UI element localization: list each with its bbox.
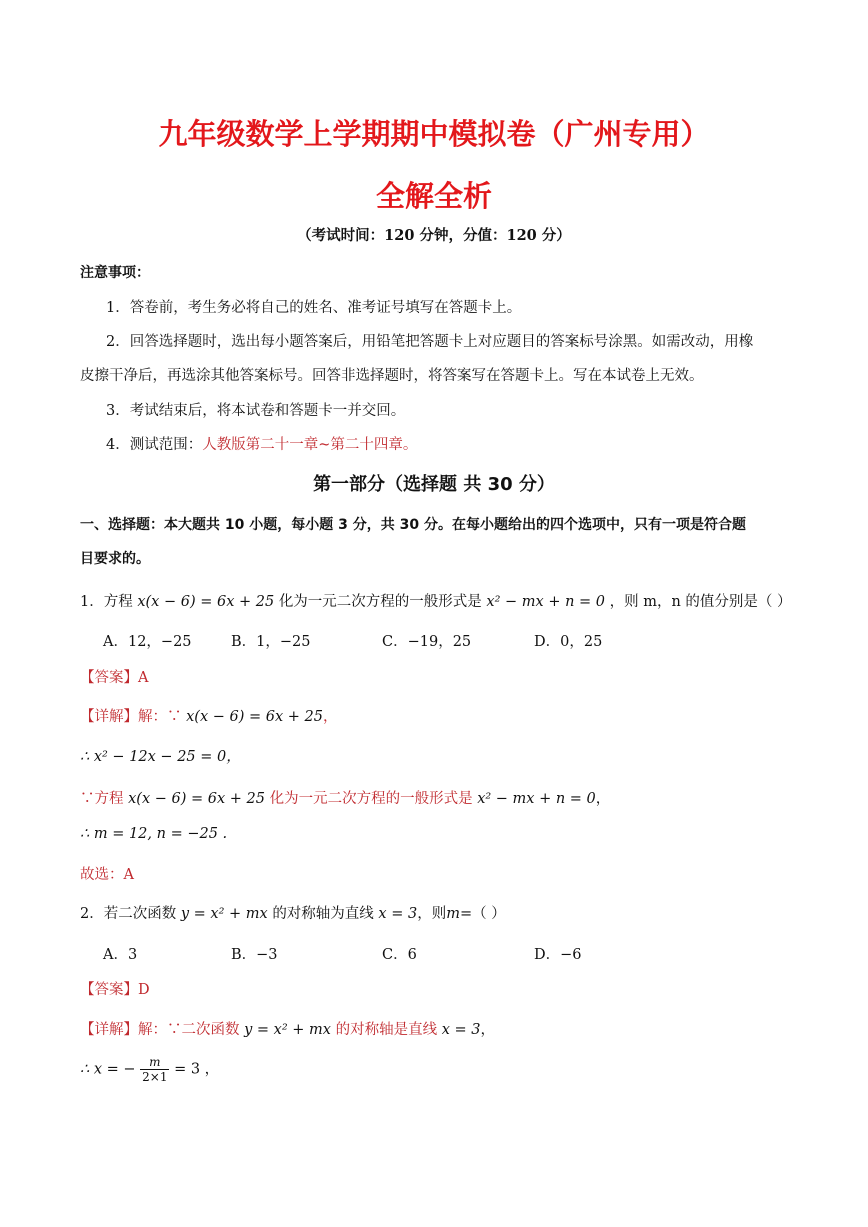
q1-option-b: B．1，−25 [231, 634, 311, 650]
note-item-2-line-2: 皮擦干净后，再选涂其他答案标号。回答非选择题时，将答案写在答题卡上。写在本试卷上无效。 [80, 368, 704, 384]
note-item-1: 1．答卷前，考生务必将自己的姓名、准考证号填写在答题卡上。 [106, 300, 522, 316]
q2-answer: 【答案】D [80, 982, 150, 998]
question-1-stem [80, 590, 792, 611]
q1-step-2-general-form: x² − mx + n = 0 [477, 791, 596, 807]
notes-heading: 注意事项： [80, 265, 150, 281]
q1-detail: 【详解】解：∵ x(x − 6) = 6x + 25， [80, 709, 338, 725]
q2-detail-function: y = x² + mx [244, 1022, 331, 1038]
q1-step-2-equation: x(x − 6) = 6x + 25 [128, 791, 265, 807]
page-title: 九年级数学上学期期中模拟卷（广州专用） [158, 117, 710, 151]
note-item-4 [106, 433, 417, 454]
q2-option-a: A．3 [103, 947, 138, 963]
exam-info: （考试时间：120 分钟，分值：120 分） [297, 227, 571, 244]
q1-suffix: ，则 m，n 的值分别是（ ） [609, 594, 792, 610]
q2-detail-middle: 的对称轴是直线 [335, 1022, 438, 1038]
q2-fraction-numerator: m [140, 1055, 169, 1070]
q1-option-d: D．0，25 [534, 634, 603, 650]
q1-step-2-prefix: ∵方程 [80, 791, 124, 807]
q1-choice: 故选：A [80, 867, 134, 883]
q1-answer: 【答案】A [80, 670, 149, 686]
q2-step-1-lhs: ∴ x = − [80, 1061, 136, 1078]
q1-middle: 化为一元二次方程的一般形式是 [278, 594, 482, 610]
part1-instructions-line-2: 目要求的。 [80, 551, 150, 567]
q2-suffix: ，则 [417, 906, 447, 922]
q2-option-d: D．−6 [534, 947, 582, 963]
q2-function: y = x² + mx [180, 906, 268, 922]
note-item-4-range: 人教版第二十一章~第二十四章。 [202, 437, 418, 453]
q2-axis: x = 3 [378, 906, 418, 922]
q2-suffix-end: =（ ） [459, 906, 506, 922]
q2-fraction-denominator: 2×1 [142, 1070, 168, 1084]
note-item-2-line-1: 2．回答选择题时，选出每小题答案后，用铅笔把答题卡上对应题目的答案标号涂黑。如需改动，用橡 [106, 334, 754, 350]
q1-prefix: 1．方程 [80, 594, 133, 610]
q1-step-2-middle: 化为一元二次方程的一般形式是 [269, 791, 473, 807]
q2-detail-prefix: 解：∵二次函数 [138, 1022, 240, 1038]
q1-option-a: A．12，−25 [103, 634, 192, 650]
q2-step-1-rhs: = 3 ， [174, 1061, 220, 1078]
q1-general-form: x² − mx + n = 0 [486, 594, 606, 610]
q2-prefix: 2．若二次函数 [80, 906, 177, 922]
q1-detail-text: 解：∵ [138, 709, 182, 725]
q2-suffix-var: m [446, 906, 460, 922]
part1-heading: 第一部分（选择题 共 30 分） [313, 474, 555, 495]
q1-equation: x(x − 6) = 6x + 25 [137, 594, 275, 610]
q2-option-c: C．6 [382, 947, 417, 963]
q1-step-1: ∴ x² − 12x − 25 = 0， [80, 749, 241, 765]
q1-step-3: ∴ m = 12, n = −25 . [80, 826, 228, 842]
q2-detail-label: 【详解】 [80, 1022, 138, 1038]
q2-step-1 [80, 1055, 219, 1084]
q1-detail-label: 【详解】 [80, 709, 138, 725]
note-item-3: 3．考试结束后，将本试卷和答题卡一并交回。 [106, 403, 406, 419]
q2-detail-axis: x = 3 [441, 1022, 481, 1038]
q2-detail: 【详解】解：∵二次函数 y = x² + mx 的对称轴是直线 x = 3， [80, 1022, 495, 1038]
q1-step-2: ∵方程 x(x − 6) = 6x + 25 化为一元二次方程的一般形式是 x² − mx + n = 0， [80, 791, 611, 807]
page-subtitle: 全解全析 [375, 179, 492, 213]
q2-fraction [140, 1055, 169, 1084]
q2-middle: 的对称轴为直线 [272, 906, 374, 922]
q1-option-c: C．−19，25 [382, 634, 472, 650]
part1-instructions-line-1: 一、选择题：本大题共 10 小题，每小题 3 分，共 30 分。在每小题给出的四个选项中，只有一项是符合题 [80, 517, 746, 533]
note-item-4-prefix: 4．测试范围： [106, 437, 203, 453]
question-2-stem [80, 902, 506, 923]
q2-option-b: B．−3 [231, 947, 278, 963]
q1-detail-equation: x(x − 6) = 6x + 25 [186, 709, 323, 725]
